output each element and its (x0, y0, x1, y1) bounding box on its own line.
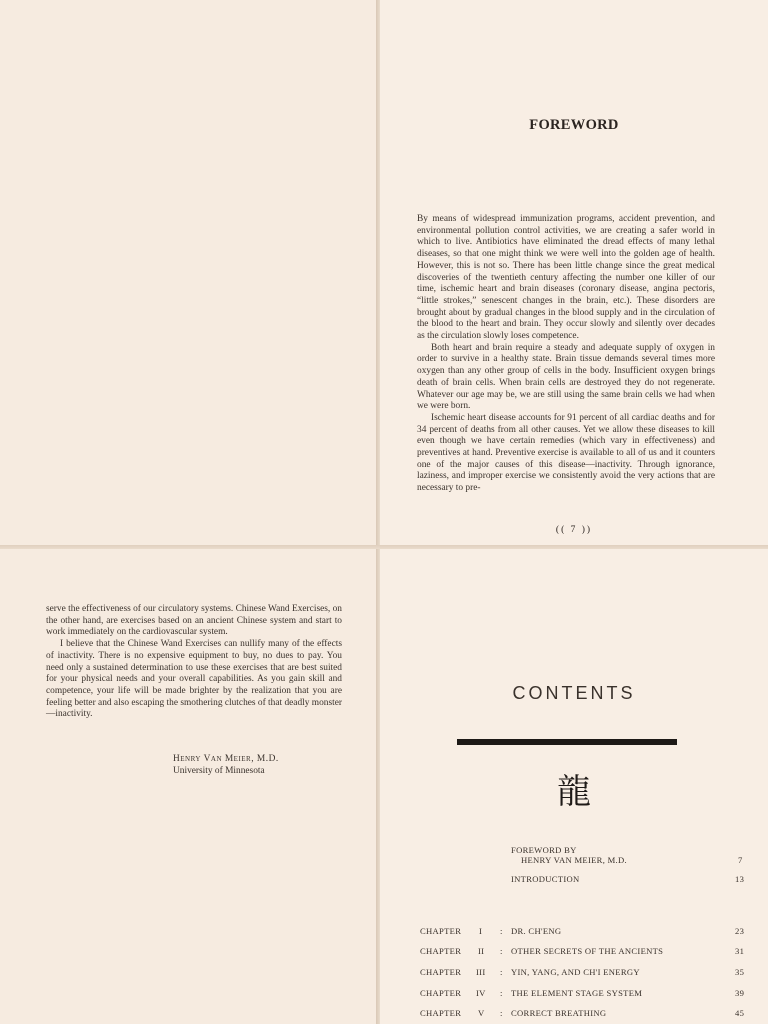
toc-chapter-number: II (478, 946, 485, 956)
toc-page-number: 13 (735, 874, 745, 884)
toc-colon: : (500, 926, 503, 936)
foreword-paragraph: Both heart and brain require a steady and adequate supply of oxygen in order to survive in a healthy state. Brain tissue demands several times more oxygen than any other group of cells in the body. Insufficient oxygen brings death of brain cells. When brain cells are destroyed they do not regenerate. Whatever our age may be, we are still using the same brain cells we had when we were born. (417, 342, 715, 412)
toc-chapter-title: OTHER SECRETS OF THE ANCIENTS (511, 946, 664, 956)
toc-chapter-title: YIN, YANG, AND CH'I ENERGY (511, 967, 640, 977)
foreword-paragraph: By means of widespread immunization programs, accident prevention, and environmental pollution control activities, we are creating a safer world in which to live. Antibiotics have eliminated the dread effects of many lethal diseases, so that one might think we were well into the golden age of health. However, this is not so. There has been little change since the great medical discoveries of the twentieth century affecting the number one killer of our time, ischemic heart and brain diseases (coronary disease, angina pectoris, “little strokes,” senescent changes in the brain, etc.). These disorders are brought about by gradual changes in the blood supply and in the circulation of the blood to the heart and brain. They occur slowly and silently over decades as the circulation slowly loses competence. (417, 214, 715, 342)
scan-divider-horizontal (0, 545, 768, 549)
table-of-contents (380, 549, 768, 1024)
signature-affiliation: University of Minnesota (173, 765, 265, 776)
continuation-text (46, 604, 342, 721)
page-number: (( 7 )) (555, 525, 593, 535)
toc-page-number: 35 (735, 967, 745, 977)
signature (173, 754, 279, 777)
dragon-character-ornament: 龍 (557, 772, 591, 812)
toc-page-number: 31 (735, 946, 745, 956)
book-gutter-vertical (376, 0, 380, 1024)
toc-chapter-label: CHAPTER (420, 1008, 462, 1018)
toc-chapter-label: CHAPTER (420, 988, 462, 998)
toc-chapter-label: CHAPTER (420, 926, 462, 936)
toc-chapter-label: CHAPTER (420, 967, 462, 977)
blank-page-top-left (0, 0, 376, 545)
toc-chapter-number: I (479, 926, 483, 936)
toc-colon: : (500, 1008, 503, 1018)
foreword-continuation-page (0, 549, 376, 1024)
toc-chapter-number: III (476, 967, 486, 977)
toc-page-number: 45 (735, 1008, 745, 1018)
toc-page-number: 23 (735, 926, 745, 936)
toc-colon: : (500, 988, 503, 998)
toc-colon: : (500, 967, 503, 977)
continuation-paragraph: serve the effectiveness of our circulatory systems. Chinese Wand Exercises, on the other hand, are exercises based on an ancient Chinese system and start to work immediately on the cardiovascular system. (46, 604, 342, 638)
contents-page (380, 549, 768, 1024)
toc-foreword-line1: FOREWORD BY (511, 845, 577, 855)
toc-colon: : (500, 946, 503, 956)
toc-foreword-line2: HENRY VAN MEIER, M.D. (521, 855, 627, 865)
foreword-page (380, 0, 768, 545)
toc-chapter-title: DR. CH'ENG (511, 926, 562, 936)
foreword-paragraph: Ischemic heart disease accounts for 91 percent of all cardiac deaths and for 34 percent of deaths from all other causes. Yet we allow these diseases to kill even though we have certain remedies (which vary in effectiveness) and preventives at hand. Preventive exercise is available to all of us and it counters one of the major causes of this disease—inactivity. Through ignorance, laziness, and improper exercise we consistently avoid the very actions that are necessary to pre- (417, 412, 715, 494)
foreword-text (417, 214, 715, 495)
toc-page-number: 7 (738, 855, 743, 865)
toc-chapter-label: CHAPTER (420, 946, 462, 956)
continuation-paragraph: I believe that the Chinese Wand Exercises can nullify many of the effects of inactivity. There is no expensive equipment to buy, no dues to pay. You need only a sustained determination to use these exercises that are best suited for your physical needs and your overall capabilities. As you gain skill and competence, your life will be made brighter by the realization that you are feeling better and also escaping the smothering clutches of that deadly monster—inactivity. (46, 639, 342, 720)
toc-chapter-title: CORRECT BREATHING (511, 1008, 607, 1018)
toc-page-number: 39 (735, 988, 745, 998)
signature-name: Henry Van Meier, M.D. (173, 754, 279, 764)
toc-chapter-number: V (478, 1008, 485, 1018)
toc-introduction: INTRODUCTION (511, 874, 580, 884)
toc-chapter-title: THE ELEMENT STAGE SYSTEM (511, 988, 643, 998)
foreword-title: FOREWORD (529, 117, 619, 133)
contents-title: CONTENTS (512, 683, 636, 703)
toc-chapter-number: IV (476, 988, 486, 998)
